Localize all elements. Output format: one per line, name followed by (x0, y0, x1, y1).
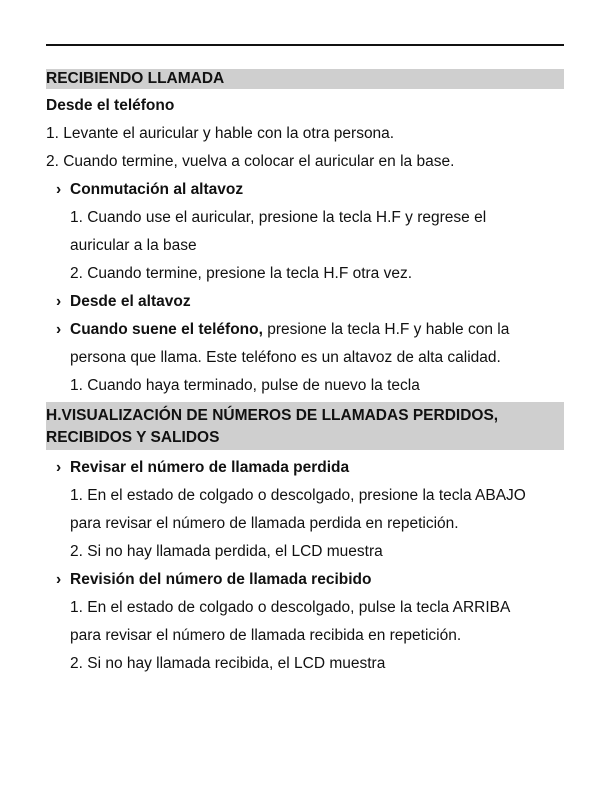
received-line-1: 1. En el estado de colgado o descolgado, pulse la tecla ARRIBA (70, 599, 511, 616)
chevron-right-icon: › (56, 293, 62, 310)
when-ringing-title: Cuando suene el teléfono, (70, 321, 263, 338)
when-ringing-text-2: persona que llama. Este teléfono es un altavoz de alta calidad. (70, 349, 501, 366)
chevron-right-icon: › (56, 571, 62, 588)
bullet-missed-calls (56, 458, 349, 478)
missed-calls-title: Revisar el número de llamada perdida (70, 459, 350, 476)
when-ringing-text-3: 1. Cuando haya terminado, pulse de nuevo la tecla (70, 377, 420, 394)
handsfree-step-1-cont: auricular a la base (70, 237, 197, 254)
top-rule (46, 44, 564, 46)
chevron-right-icon: › (56, 321, 62, 338)
handsfree-step-2: 2. Cuando termine, presione la tecla H.F otra vez. (70, 265, 413, 282)
handsfree-step-1: 1. Cuando use el auricular, presione la tecla H.F y regrese el (70, 209, 487, 226)
handsfree-switch-title: Conmutación al altavoz (70, 181, 244, 198)
missed-line-3: 2. Si no hay llamada perdida, el LCD muestra (70, 543, 383, 560)
received-line-3: 2. Si no hay llamada recibida, el LCD muestra (70, 655, 386, 672)
section-heading-display-line-1: H.VISUALIZACIÓN DE NÚMEROS DE LLAMADAS PERDIDOS, (46, 407, 499, 424)
bullet-from-speaker (56, 292, 191, 312)
missed-line-1: 1. En el estado de colgado o descolgado, presione la tecla ABAJO (70, 487, 526, 504)
received-line-2: para revisar el número de llamada recibida en repetición. (70, 627, 462, 644)
bullet-received-calls (56, 570, 371, 590)
bullet-handsfree-switch (56, 180, 243, 200)
section-heading-display-line-2: RECIBIDOS Y SALIDOS (46, 429, 220, 446)
section-heading-receiving: RECIBIENDO LLAMADA (46, 70, 225, 87)
when-ringing-text: presione la tecla H.F y hable con la (262, 321, 510, 338)
from-speaker-title: Desde el altavoz (70, 293, 191, 310)
receiving-step-2: 2. Cuando termine, vuelva a colocar el auricular en la base. (46, 153, 455, 170)
received-calls-title: Revisión del número de llamada recibido (70, 571, 372, 588)
missed-line-2: para revisar el número de llamada perdida en repetición. (70, 515, 459, 532)
bullet-when-ringing (56, 320, 509, 340)
chevron-right-icon: › (56, 181, 62, 198)
chevron-right-icon: › (56, 459, 62, 476)
receiving-step-1: 1. Levante el auricular y hable con la otra persona. (46, 125, 395, 142)
subheading-from-phone: Desde el teléfono (46, 97, 175, 114)
